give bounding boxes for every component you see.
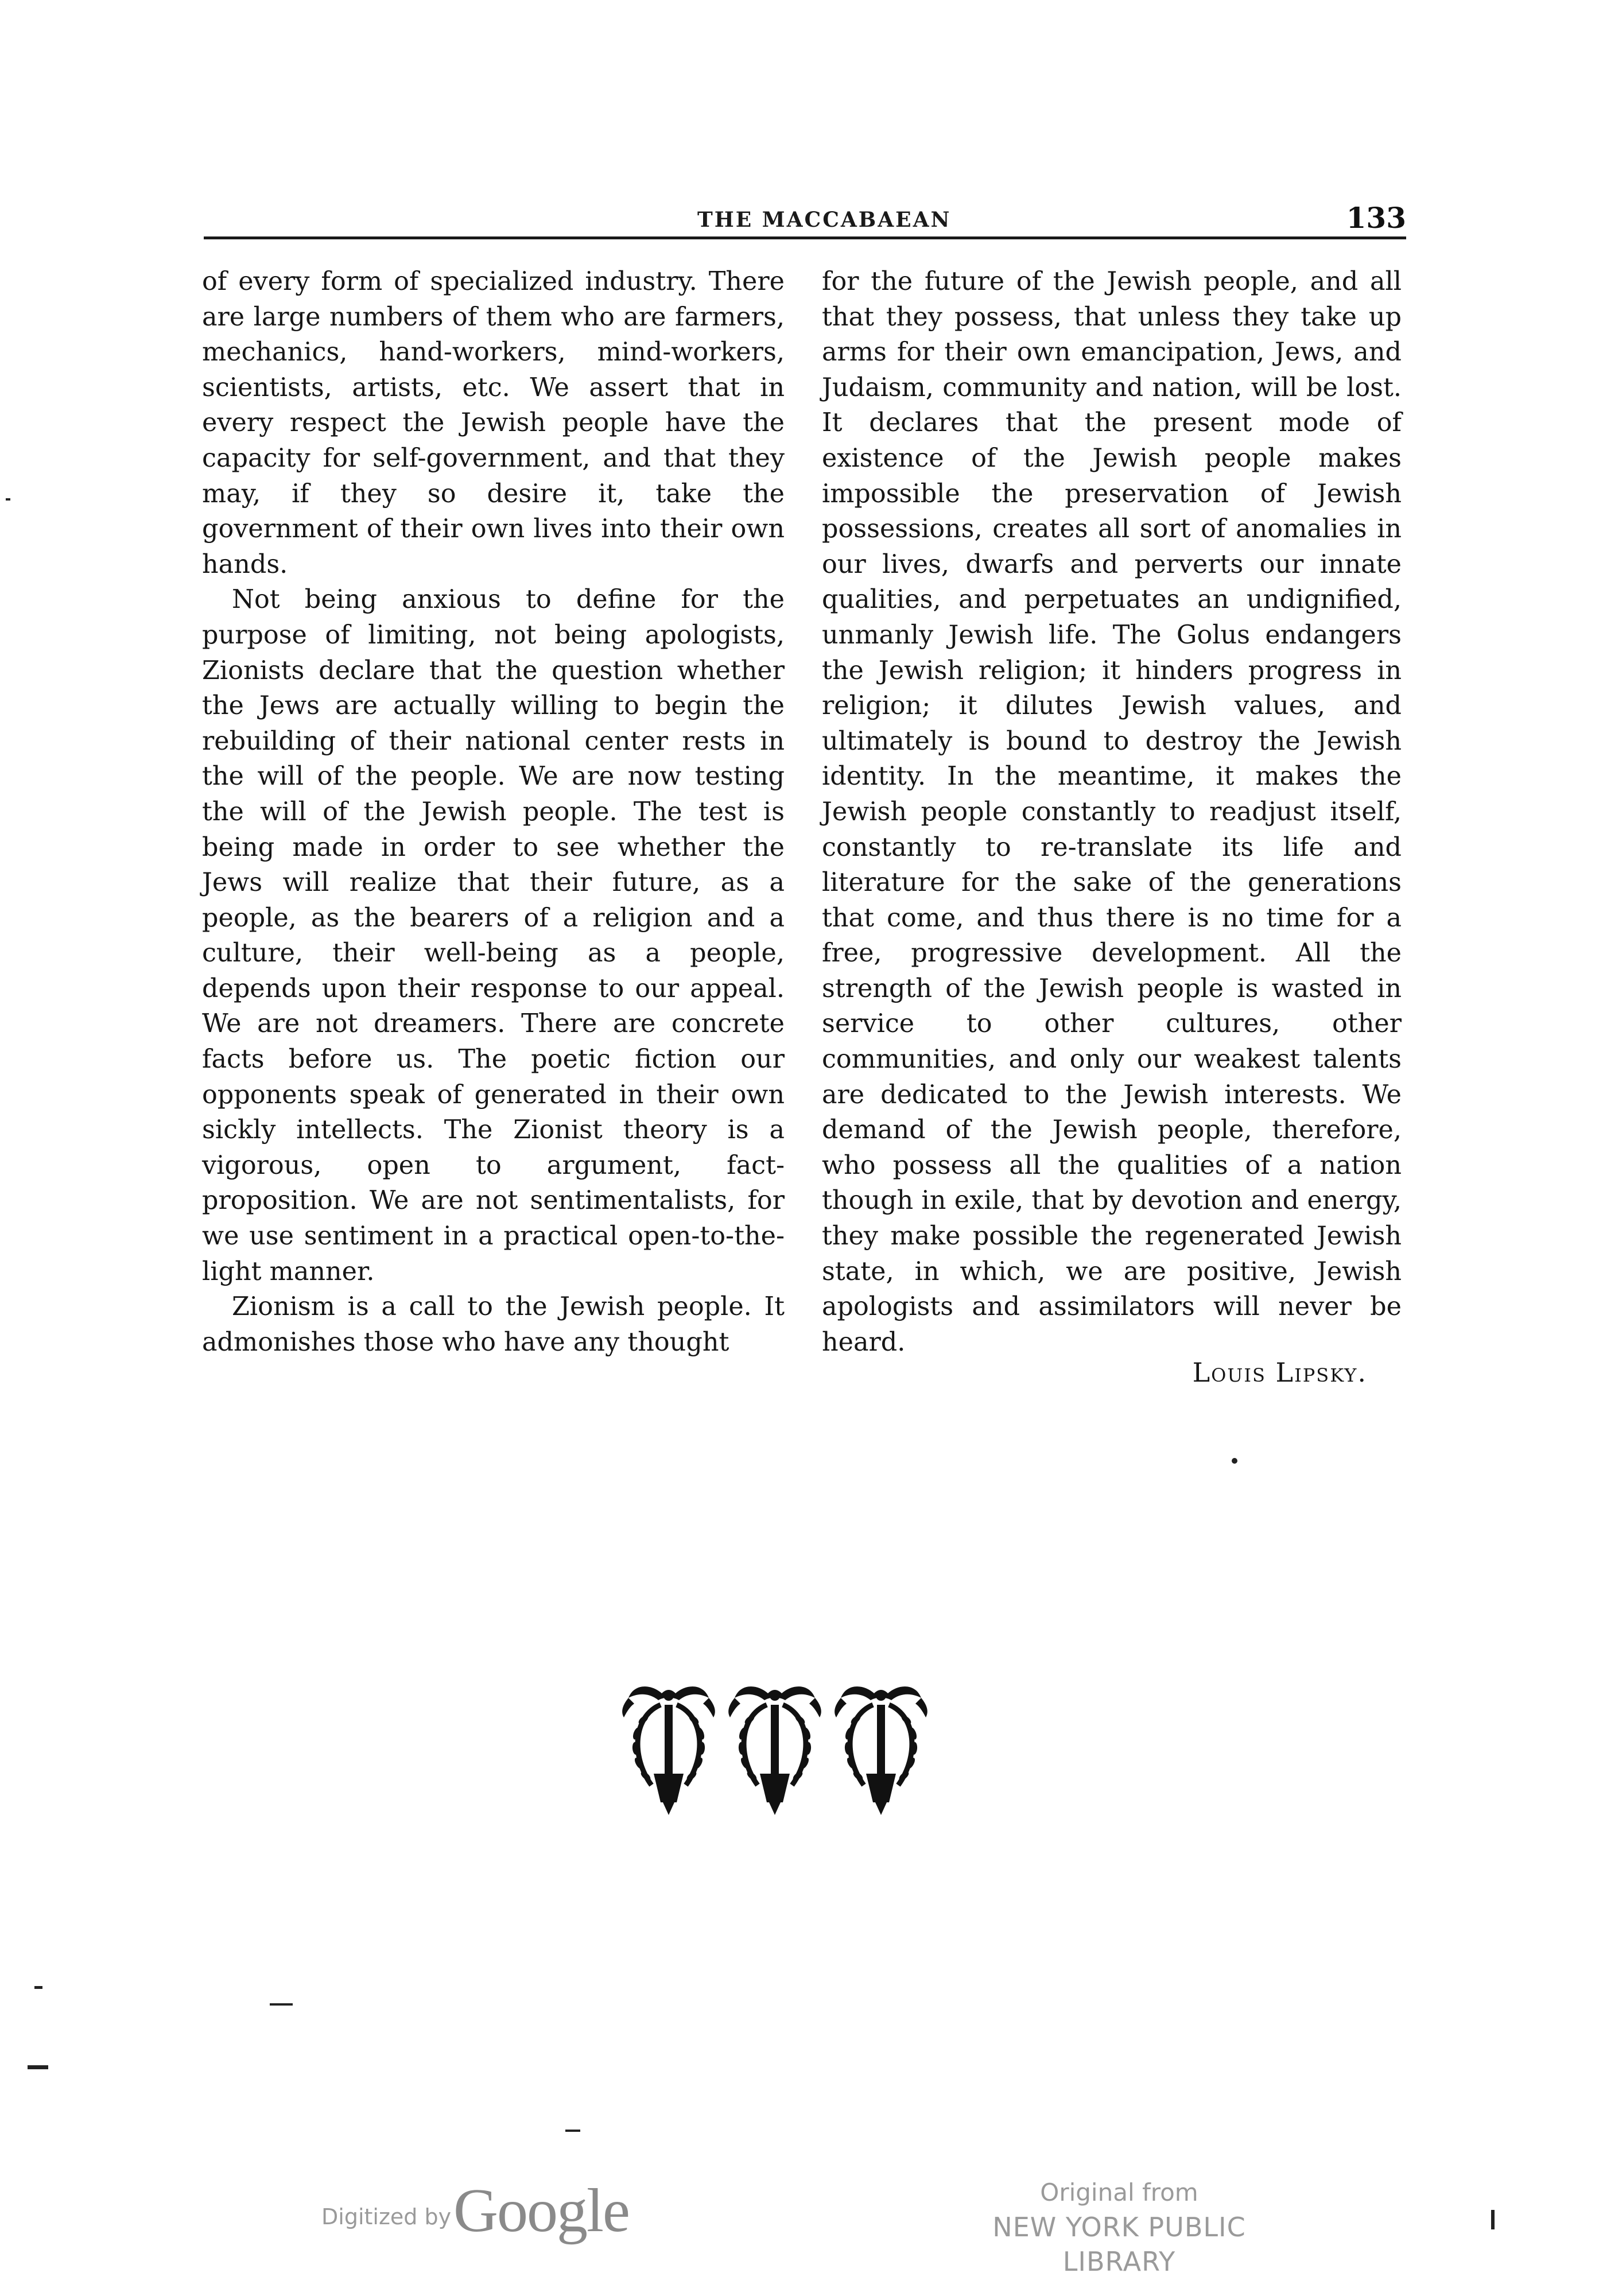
- scan-speck: [1232, 1458, 1237, 1464]
- scan-speck: [565, 2130, 580, 2132]
- scan-speck: [6, 498, 10, 501]
- paragraph: of every form of specialized industry. There are large numbers of them who are farmers, mechanics, hand-workers, mind-workers, scientists, artists, etc. We assert that in every respect the Jewish people have the capacity for self-government, and that they may, if they so desire it, take the government of their own lives into their own hands.: [202, 267, 785, 579]
- scan-speck: [1491, 2210, 1495, 2229]
- page-number: 133: [1346, 201, 1406, 235]
- digitized-by-label: Digitized by: [321, 2204, 452, 2229]
- library-name: NEW YORK PUBLIC LIBRARY: [992, 2212, 1246, 2277]
- header-rule: [204, 236, 1406, 239]
- paragraph: Not being anxious to define for the purpose of limiting, not being apologists, Zionists declare that the question whether the Jews are actually willing to begin the rebuilding of their national center rests in the will of the people. We are now testing the will of the Jewish people. The test is being made in order to see whether the Jews will realize that their future, as a people, as the bearers of a religion and a culture, their well-being as a people, depends upon their response to our appeal. We are not dreamers. There are concrete facts before us. The poetic fiction our opponents speak of generated in their own sickly intellects. The Zionist theory is a vigorous, open to argument, fact-proposition. We are not sentimentalists, for we use sentiment in a practical open-to-the-light manner.: [202, 585, 785, 1286]
- original-from-label: Original from: [1040, 2178, 1198, 2206]
- scan-speck: [270, 2003, 293, 2006]
- source-attribution: [941, 2175, 1297, 2279]
- google-logo: Google: [453, 2177, 629, 2245]
- paragraph: Zionism is a call to the Jewish people. It admonishes those who have any thought: [202, 1292, 785, 1357]
- decorative-wreath-ornament-icon: [614, 1682, 936, 1820]
- right-column: [822, 264, 1402, 1360]
- running-header: [204, 201, 1406, 235]
- paragraph: for the future of the Jewish people, and all that they possess, that unless they take up arms for their own emancipation, Jews, and Judaism, community and nation, will be lost. It declares that the present mode of existence of the Jewish people makes impossible the preservation of Jewish possessions, creates all sort of anomalies in our lives, dwarfs and perverts our innate qualities, and perpetuates an undignified, unmanly Jewish life. The Golus endangers the Jewish religion; it hinders progress in religion; it dilutes Jewish values, and ultimately is bound to destroy the Jewish identity. In the meantime, it makes the Jewish people constantly to readjust itself, constantly to re-translate its life and literature for the sake of the generations that come, and thus there is no time for a free, progressive development. All the strength of the Jewish people is wasted in service to other cultures, other communities, and only our weakest talents are dedicated to the Jewish interests. We demand of the Jewish people, therefore, who possess all the qualities of a nation though in exile, that by devotion and energy, they make possible the regenerated Jewish state, in which, we are positive, Jewish apologists and assimilators will never be heard.: [822, 267, 1402, 1357]
- scan-speck: [34, 1986, 42, 1989]
- author-signature: Louis Lipsky.: [1192, 1357, 1367, 1388]
- left-column: [202, 264, 785, 1360]
- scan-speck: [28, 2065, 48, 2069]
- journal-title: THE MACCABAEAN: [697, 208, 952, 232]
